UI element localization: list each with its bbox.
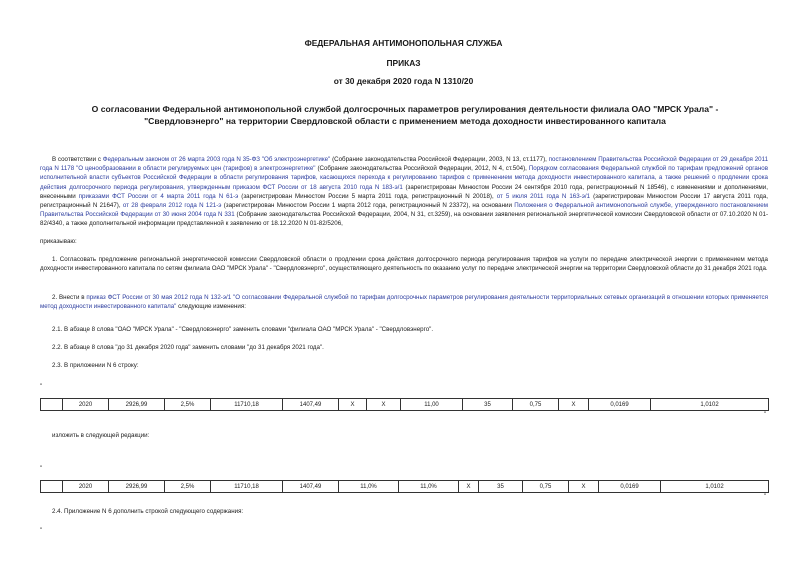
- table-cell: [41, 399, 63, 411]
- item-1-paragraph: 1. Согласовать предложение региональной энергетической комиссии Свердловской области о продлении срока действия долгосрочного периода регулирования тарифов на услуги по передаче электрической энергии с применением метода доходности инвестированного капитала по сетям филиала ОАО "МРСК Урала" - "Свердловэнерго", осуществляющего деятельность по оказанию услуг по передаче электрической энергии на территории Свердловской области до 31 декабря 2021 года.: [40, 256, 768, 273]
- table-cell: 2,5%: [165, 399, 211, 411]
- table-cell: 1,0102: [661, 481, 769, 493]
- table-cell: 11,0%: [399, 481, 459, 493]
- table-cell: 2,5%: [165, 481, 211, 493]
- table-cell: 0,75: [523, 481, 569, 493]
- table-cell: 2020: [63, 481, 109, 493]
- table-cell: 35: [463, 399, 513, 411]
- order-word: приказываю:: [40, 238, 77, 245]
- table-row: [41, 399, 769, 411]
- item-2-text-2: следующие изменения:: [176, 303, 246, 311]
- table-cell: 2020: [63, 399, 109, 411]
- preamble-paragraph: [40, 155, 768, 229]
- table-cell: X: [339, 399, 367, 411]
- preamble-text-6: (зарегистрирован Минюстом России 17 августа 2011 года, регистрационный N 21647),: [40, 192, 769, 210]
- title-line-2: "Свердловэнерго" на территории Свердловской области с применением метода доходности инвестированного капитала: [144, 116, 666, 126]
- table-cell: 0,0169: [599, 481, 661, 493]
- table-cell: 35: [479, 481, 523, 493]
- table-cell: 1,0102: [651, 399, 769, 411]
- table-cell: 0,0169: [589, 399, 651, 411]
- table-cell: 1407,49: [283, 399, 339, 411]
- preamble-text-2: (Собрание законодательства Российской Федерации, 2003, N 13, ст.1177),: [330, 156, 549, 163]
- link-fst-order-121[interactable]: от 28 февраля 2012 года N 121-э: [122, 202, 222, 210]
- link-fst-order-163[interactable]: от 5 июля 2011 года N 163-э/1: [496, 192, 591, 200]
- link-fst-order-61[interactable]: приказами ФСТ России от 4 марта 2011 года N 61-э: [78, 192, 239, 200]
- document-title: [60, 103, 750, 127]
- item-2-paragraph: [40, 293, 768, 311]
- link-fst-order-132[interactable]: приказ ФСТ России от 30 мая 2012 года N 132-э/1 "О согласовании Федеральной службой по тарифам долгосрочных параметров регулирования деятельности территориальных сетевых организаций в отношении которых применяется метод доходности инвестированного капитала": [40, 294, 768, 311]
- table-cell: 11710,18: [211, 399, 283, 411]
- item-2-text-1: 2. Внести в: [52, 294, 87, 301]
- table-cell: 1407,49: [283, 481, 339, 493]
- table-cell: 11,0%: [339, 481, 399, 493]
- preamble-text-3: (Собрание законодательства Российской Федерации, 2012, N 4, ст.504),: [315, 165, 529, 173]
- link-government-decree-1178[interactable]: постановлением Правительства Российской Федерации от 29 декабря 2011 года N 1178 "О ценообразовании в области регулируемых цен (тарифов) в электроэнергетике": [40, 156, 769, 173]
- quote-close-1: ": [764, 412, 767, 418]
- item-2-4: 2.4. Приложение N 6 дополнить строкой следующего содержания:: [52, 508, 244, 515]
- table-cell: 11,00: [401, 399, 463, 411]
- preamble-text-5: (зарегистрирован Минюстом России 5 марта 2011 года, регистрационный N 20018),: [238, 192, 497, 200]
- link-federal-law-35fz[interactable]: Федеральным законом от 26 марта 2003 года N 35-ФЗ "Об электроэнергетике": [102, 156, 331, 163]
- table-cell: [41, 481, 63, 493]
- document-date: от 30 декабря 2020 года N 1310/20: [333, 76, 474, 86]
- item-2-3: 2.3. В приложении N 6 строку:: [52, 362, 139, 369]
- new-row-table: [40, 480, 769, 493]
- table-row: [41, 481, 769, 493]
- new-edition-label: изложить в следующей редакции:: [52, 432, 150, 439]
- old-row-table: [40, 398, 769, 411]
- item-2-2: 2.2. В абзаце 8 слова "до 31 декабря 2020 года" заменить словами "до 31 декабря 2021 года".: [52, 344, 324, 351]
- quote-open-2: ": [40, 466, 43, 472]
- preamble-text-8: (Собрание законодательства Российской Федерации, 2004, N 31, ст.3259), на основании заявления региональной энергетической комиссии Свердловской области от 07.10.2020 N 01-82/4340, а также дополнительной информации представленной к заявлению от 18.12.2020 N 01-82/5206,: [40, 211, 769, 228]
- title-line-1: О согласовании Федеральной антимонопольной службой долгосрочных параметров регулирования деятельности филиала ОАО "МРСК Урала" -: [91, 104, 719, 114]
- table-cell: 0,75: [513, 399, 559, 411]
- table-cell: 2926,99: [109, 399, 165, 411]
- link-fas-regulation-331[interactable]: Положения о Федеральной антимонопольной службе, утвержденного постановлением Правительства Российской Федерации от 30 июня 2004 года N 331: [40, 202, 768, 219]
- table-cell: X: [459, 481, 479, 493]
- quote-open-1: ": [40, 384, 43, 390]
- preamble-text-7: (зарегистрирован Минюстом России 1 марта 2012 года, регистрационный N 23372), на основании: [221, 202, 515, 210]
- table-cell: X: [569, 481, 599, 493]
- preamble-text-1: В соответствии с: [52, 156, 103, 163]
- agency-name: ФЕДЕРАЛЬНАЯ АНТИМОНОПОЛЬНАЯ СЛУЖБА: [304, 38, 503, 48]
- quote-open-3: ": [40, 528, 43, 534]
- link-fst-procedure-183[interactable]: Порядком согласования Федеральной службой по тарифам предложений органов исполнительной власти субъектов Российской Федерации в области регулирования тарифов, касающихся перехода к регулированию тарифов с применением метода доходности инвестированного капитала, а также решений о продлении срока действия долгосрочного периода регулирования, утвержденным приказом ФСТ России от 18 августа 2010 года N 183-э/1: [40, 165, 768, 191]
- table-cell: 11710,18: [211, 481, 283, 493]
- quote-close-2: ": [764, 494, 767, 500]
- table-cell: X: [559, 399, 589, 411]
- document-type: ПРИКАЗ: [386, 58, 421, 68]
- table-cell: X: [367, 399, 401, 411]
- table-cell: 2926,99: [109, 481, 165, 493]
- preamble-text-4: (зарегистрирован Минюстом России 24 сентября 2010 года, регистрационный N 18546), с изменениями и дополнениями, внесенными: [40, 183, 768, 200]
- item-2-1: 2.1. В абзаце 8 слова "ОАО "МРСК Урала" - "Свердловэнерго" заменить словами "филиала ОАО "МРСК Урала" - "Свердловэнерго".: [52, 326, 434, 333]
